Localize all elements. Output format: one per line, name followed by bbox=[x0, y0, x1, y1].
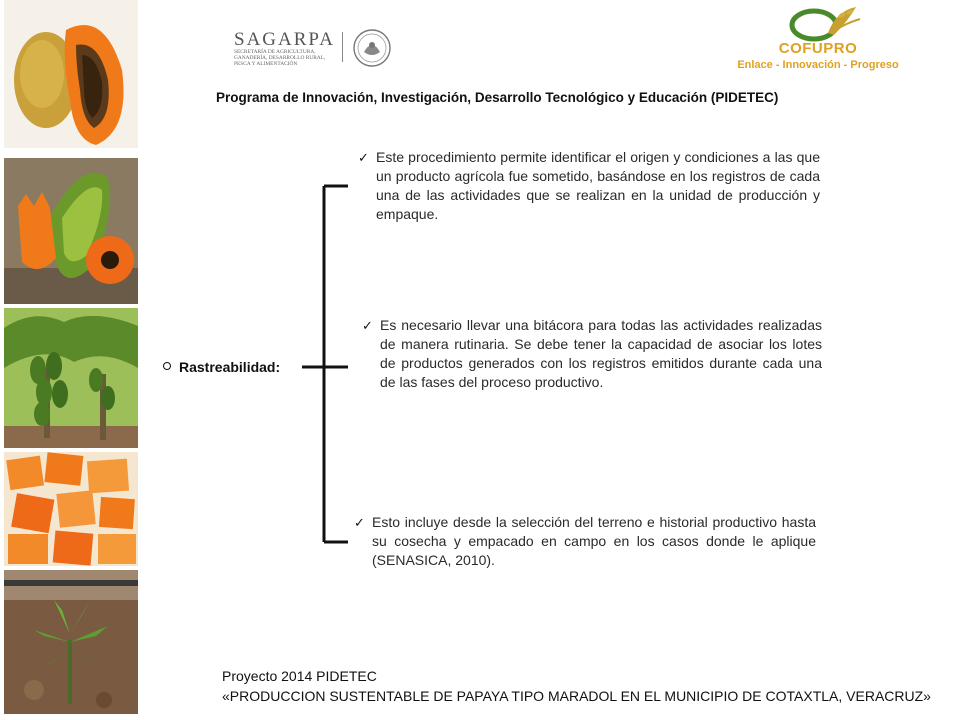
sagarpa-logo bbox=[228, 26, 413, 70]
checkmark-icon: ✓ bbox=[354, 515, 365, 530]
cofupro-tagline: Enlace - Innovación - Progreso bbox=[737, 59, 899, 71]
program-title: Programa de Innovación, Investigación, Desarrollo Tecnológico y Educación (PIDETEC) bbox=[216, 90, 779, 105]
list-item bbox=[354, 513, 816, 570]
circle-bullet-icon bbox=[163, 362, 171, 370]
list-item-text: Es necesario llevar una bitácora para todas las actividades realizadas de manera rutinaria. Se debe tener la capacidad de asociar los lotes de productos generados con los registros emitidos durante cada una de las fases del proceso productivo. bbox=[380, 317, 822, 390]
bracket-connector bbox=[300, 180, 350, 550]
topic-text: Rastreabilidad: bbox=[179, 359, 281, 375]
checkmark-icon: ✓ bbox=[362, 318, 373, 333]
sagarpa-name: SAGARPA bbox=[234, 29, 335, 50]
list-item-text: Esto incluye desde la selección del terreno e historial productivo hasta su cosecha y empacado en campo en los casos donde le aplique (SENASICA, 2010). bbox=[372, 514, 816, 568]
photo-papaya-halves bbox=[4, 0, 138, 148]
photo-papaya-cubes bbox=[4, 452, 138, 566]
footer-project-title: «PRODUCCION SUSTENTABLE DE PAPAYA TIPO MARADOL EN EL MUNICIPIO DE COTAXTLA, VERACRUZ» bbox=[222, 688, 931, 704]
mexico-seal-icon bbox=[352, 28, 392, 68]
list-item-text: Este procedimiento permite identificar el origen y condiciones a las que un producto agrícola fue sometido, basándose en los registros de cada una de las actividades que se realizan en la unidad de producción y empaque. bbox=[376, 149, 820, 222]
topic-label bbox=[163, 359, 280, 375]
photo-papaya-tree bbox=[4, 308, 138, 448]
list-item bbox=[358, 148, 820, 224]
cofupro-logo bbox=[718, 3, 918, 73]
list-item bbox=[362, 316, 822, 392]
footer bbox=[222, 666, 931, 706]
cofupro-name: COFUPRO bbox=[778, 40, 858, 57]
photo-papaya-cut-fruits bbox=[4, 158, 138, 304]
footer-project: Proyecto 2014 PIDETEC bbox=[222, 668, 377, 684]
cofupro-leaf-icon bbox=[784, 3, 864, 43]
photo-papaya-seedling bbox=[4, 570, 138, 714]
checkmark-icon: ✓ bbox=[358, 150, 369, 165]
sagarpa-divider bbox=[342, 32, 343, 62]
sagarpa-subtitle: SECRETARÍA DE AGRICULTURA, GANADERÍA, DESARROLLO RURAL, PESCA Y ALIMENTACIÓN bbox=[234, 49, 326, 67]
